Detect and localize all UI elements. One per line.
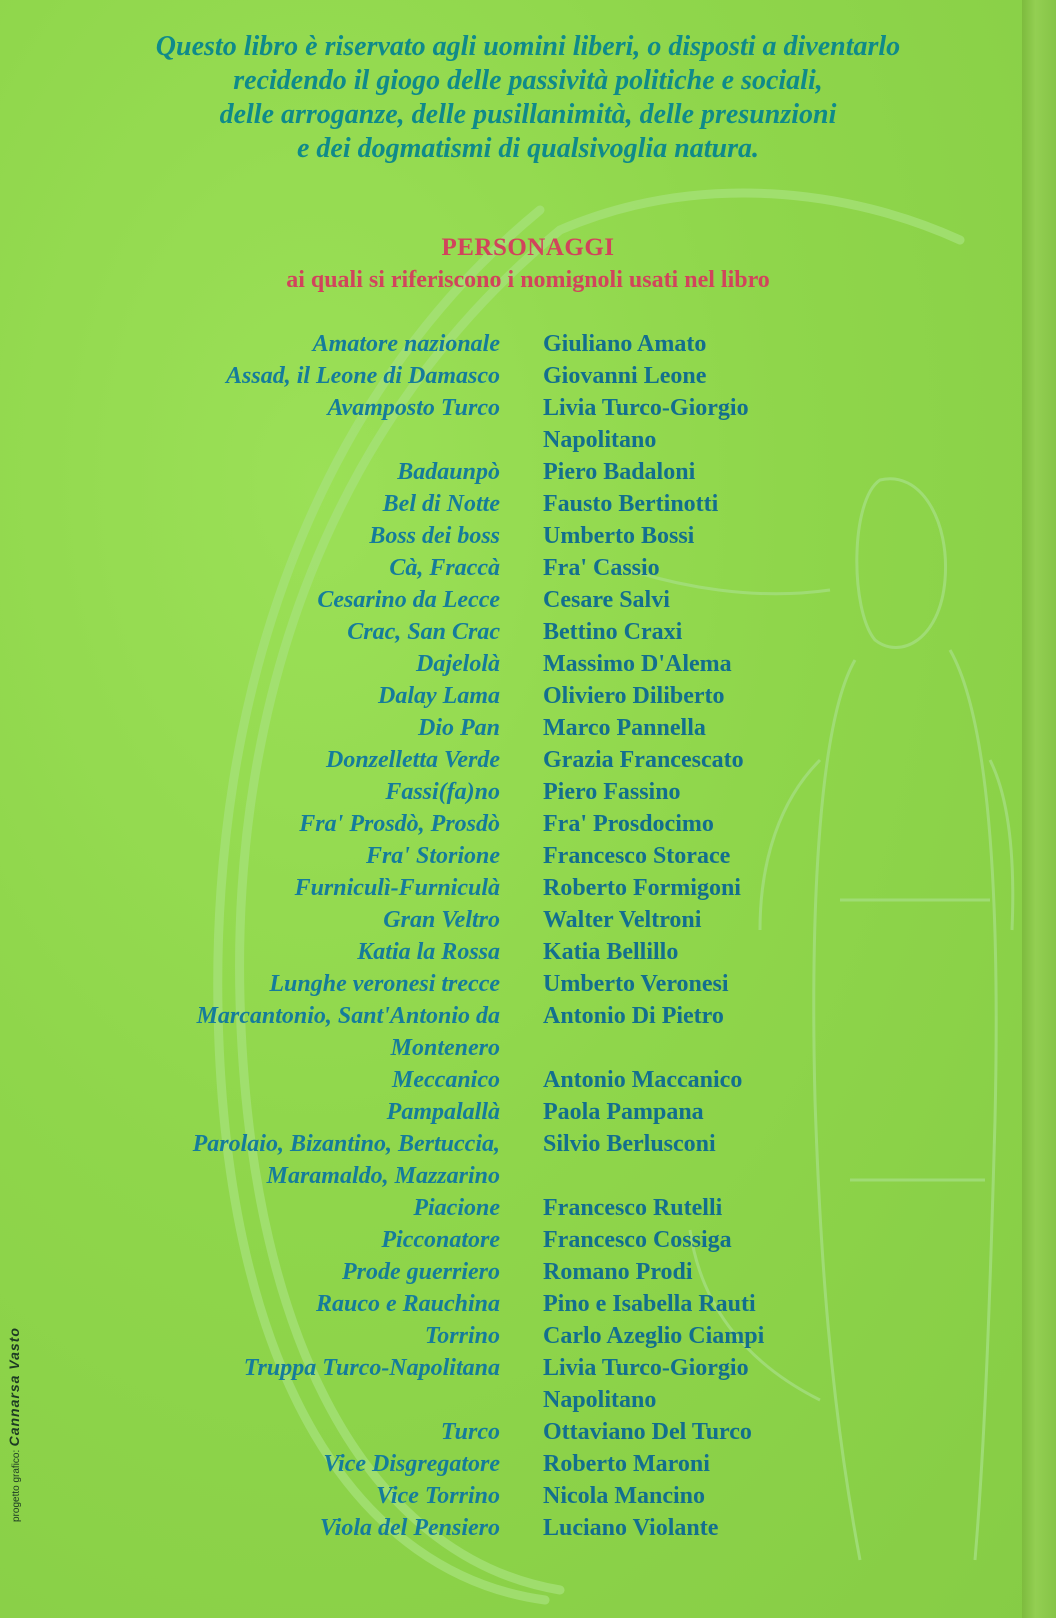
character-real-name: Giuliano Amato bbox=[543, 331, 707, 357]
character-real-name: Umberto Bossi bbox=[543, 523, 695, 549]
character-alias: Furniculì-Furniculà bbox=[294, 875, 500, 901]
character-row bbox=[0, 648, 1056, 680]
character-real-name: Luciano Violante bbox=[543, 1515, 719, 1541]
character-alias: Maramaldo, Mazzarino bbox=[266, 1163, 500, 1189]
character-alias: Donzelletta Verde bbox=[326, 747, 500, 773]
character-row bbox=[0, 840, 1056, 872]
character-alias: Cesarino da Lecce bbox=[317, 587, 500, 613]
character-row bbox=[0, 488, 1056, 520]
character-alias: Viola del Pensiero bbox=[320, 1515, 500, 1541]
character-real-name: Romano Prodi bbox=[543, 1259, 693, 1285]
character-alias: Meccanico bbox=[392, 1067, 500, 1093]
character-row bbox=[0, 1512, 1056, 1544]
character-row bbox=[0, 1032, 1056, 1064]
character-alias: Katia la Rossa bbox=[357, 939, 500, 965]
character-alias: Prode guerriero bbox=[342, 1259, 500, 1285]
character-row bbox=[0, 1320, 1056, 1352]
character-real-name: Oliviero Diliberto bbox=[543, 683, 725, 709]
character-real-name: Roberto Maroni bbox=[543, 1451, 710, 1477]
intro-line: Questo libro è riservato agli uomini liberi, o disposti a diventarlo bbox=[155, 31, 901, 62]
character-alias: Bel di Notte bbox=[382, 491, 500, 517]
character-row bbox=[0, 712, 1056, 744]
character-row bbox=[0, 392, 1056, 424]
character-real-name: Katia Bellillo bbox=[543, 939, 679, 965]
character-row bbox=[0, 872, 1056, 904]
intro-paragraph bbox=[40, 30, 1016, 166]
character-row bbox=[0, 1256, 1056, 1288]
character-alias: Avamposto Turco bbox=[327, 395, 500, 421]
character-real-name: Ottaviano Del Turco bbox=[543, 1419, 752, 1445]
character-alias: Lunghe veronesi trecce bbox=[269, 971, 500, 997]
character-alias: Amatore nazionale bbox=[312, 331, 500, 357]
character-real-name: Cesare Salvi bbox=[543, 587, 670, 613]
character-alias: Assad, il Leone di Damasco bbox=[226, 363, 500, 389]
character-alias: Pampalallà bbox=[386, 1099, 500, 1125]
character-row bbox=[0, 520, 1056, 552]
character-row bbox=[0, 1064, 1056, 1096]
character-alias: Vice Torrino bbox=[376, 1483, 500, 1509]
character-alias: Cà, Fraccà bbox=[389, 555, 500, 581]
character-row bbox=[0, 808, 1056, 840]
intro-line: recidendo il giogo delle passività politiche e sociali, bbox=[233, 65, 823, 96]
character-row bbox=[0, 1416, 1056, 1448]
character-row bbox=[0, 776, 1056, 808]
character-row bbox=[0, 1352, 1056, 1384]
character-real-name: Livia Turco-Giorgio bbox=[543, 1355, 749, 1381]
character-row bbox=[0, 1480, 1056, 1512]
character-alias: Piacione bbox=[413, 1195, 500, 1221]
character-real-name: Francesco Cossiga bbox=[543, 1227, 732, 1253]
character-alias: Crac, San Crac bbox=[347, 619, 500, 645]
character-real-name: Piero Fassino bbox=[543, 779, 681, 805]
character-alias: Fra' Storione bbox=[365, 843, 500, 869]
character-row bbox=[0, 1096, 1056, 1128]
character-row bbox=[0, 328, 1056, 360]
character-row bbox=[0, 1160, 1056, 1192]
character-row bbox=[0, 584, 1056, 616]
heading-subtitle: ai quali si riferiscono i nomignoli usati nel libro bbox=[286, 267, 770, 293]
character-real-name: Francesco Rutelli bbox=[543, 1195, 723, 1221]
character-real-name: Francesco Storace bbox=[543, 843, 731, 869]
character-alias: Boss dei boss bbox=[369, 523, 500, 549]
credit-prefix: progetto grafico: bbox=[11, 1449, 22, 1522]
character-alias: Rauco e Rauchina bbox=[315, 1291, 500, 1317]
character-alias: Dio Pan bbox=[417, 715, 500, 741]
character-real-name: Antonio Di Pietro bbox=[543, 1003, 724, 1029]
character-real-name: Fausto Bertinotti bbox=[543, 491, 719, 517]
characters-list bbox=[0, 328, 1056, 1544]
character-alias: Badaunpò bbox=[397, 459, 500, 485]
character-real-name: Antonio Maccanico bbox=[543, 1067, 743, 1093]
character-real-name: Massimo D'Alema bbox=[543, 651, 732, 677]
character-real-name: Pino e Isabella Rauti bbox=[543, 1291, 756, 1317]
character-alias: Dajelolà bbox=[416, 651, 500, 677]
character-row bbox=[0, 1000, 1056, 1032]
character-row bbox=[0, 936, 1056, 968]
character-real-name: Fra' Prosdocimo bbox=[543, 811, 714, 837]
character-alias: Parolaio, Bizantino, Bertuccia, bbox=[192, 1131, 500, 1157]
character-row bbox=[0, 680, 1056, 712]
character-real-name: Silvio Berlusconi bbox=[543, 1131, 716, 1157]
character-real-name: Nicola Mancino bbox=[543, 1483, 705, 1509]
graphic-design-credit bbox=[7, 1312, 24, 1522]
credit-brand-logo: Cannarsa Vasto bbox=[6, 1327, 22, 1447]
character-real-name: Giovanni Leone bbox=[543, 363, 707, 389]
character-real-name: Umberto Veronesi bbox=[543, 971, 729, 997]
character-real-name: Walter Veltroni bbox=[543, 907, 702, 933]
character-real-name: Bettino Craxi bbox=[543, 619, 683, 645]
character-alias: Montenero bbox=[390, 1035, 500, 1061]
character-alias: Fassi(fa)no bbox=[385, 779, 500, 805]
character-alias: Turco bbox=[440, 1419, 500, 1445]
character-real-name: Livia Turco-Giorgio bbox=[543, 395, 749, 421]
character-alias: Torrino bbox=[424, 1323, 500, 1349]
character-real-name: Roberto Formigoni bbox=[543, 875, 741, 901]
character-row bbox=[0, 968, 1056, 1000]
character-row bbox=[0, 1192, 1056, 1224]
character-real-name: Fra' Cassio bbox=[543, 555, 660, 581]
character-alias: Picconatore bbox=[381, 1227, 500, 1253]
character-real-name: Carlo Azeglio Ciampi bbox=[543, 1323, 765, 1349]
intro-line: e dei dogmatismi di qualsivoglia natura. bbox=[296, 133, 760, 164]
character-row bbox=[0, 360, 1056, 392]
character-real-name: Paola Pampana bbox=[543, 1099, 704, 1125]
character-alias: Truppa Turco-Napolitana bbox=[243, 1355, 500, 1381]
character-real-name: Grazia Francescato bbox=[543, 747, 744, 773]
character-alias: Dalay Lama bbox=[378, 683, 500, 709]
character-row bbox=[0, 744, 1056, 776]
character-row bbox=[0, 1384, 1056, 1416]
character-real-name: Napolitano bbox=[543, 1387, 657, 1413]
characters-heading bbox=[40, 232, 1016, 296]
character-real-name: Piero Badaloni bbox=[543, 459, 696, 485]
character-real-name: Marco Pannella bbox=[543, 715, 706, 741]
character-row bbox=[0, 1288, 1056, 1320]
character-real-name: Napolitano bbox=[543, 427, 657, 453]
heading-title: PERSONAGGI bbox=[441, 234, 615, 261]
character-row bbox=[0, 616, 1056, 648]
character-alias: Fra' Prosdò, Prosdò bbox=[299, 811, 500, 837]
character-row bbox=[0, 552, 1056, 584]
character-row bbox=[0, 424, 1056, 456]
character-row bbox=[0, 904, 1056, 936]
character-row bbox=[0, 1448, 1056, 1480]
character-row bbox=[0, 1128, 1056, 1160]
character-alias: Vice Disgregatore bbox=[323, 1451, 500, 1477]
character-alias: Gran Veltro bbox=[383, 907, 500, 933]
character-alias: Marcantonio, Sant'Antonio da bbox=[196, 1003, 500, 1029]
character-row bbox=[0, 456, 1056, 488]
intro-line: delle arroganze, delle pusillanimità, delle presunzioni bbox=[219, 99, 837, 130]
character-row bbox=[0, 1224, 1056, 1256]
